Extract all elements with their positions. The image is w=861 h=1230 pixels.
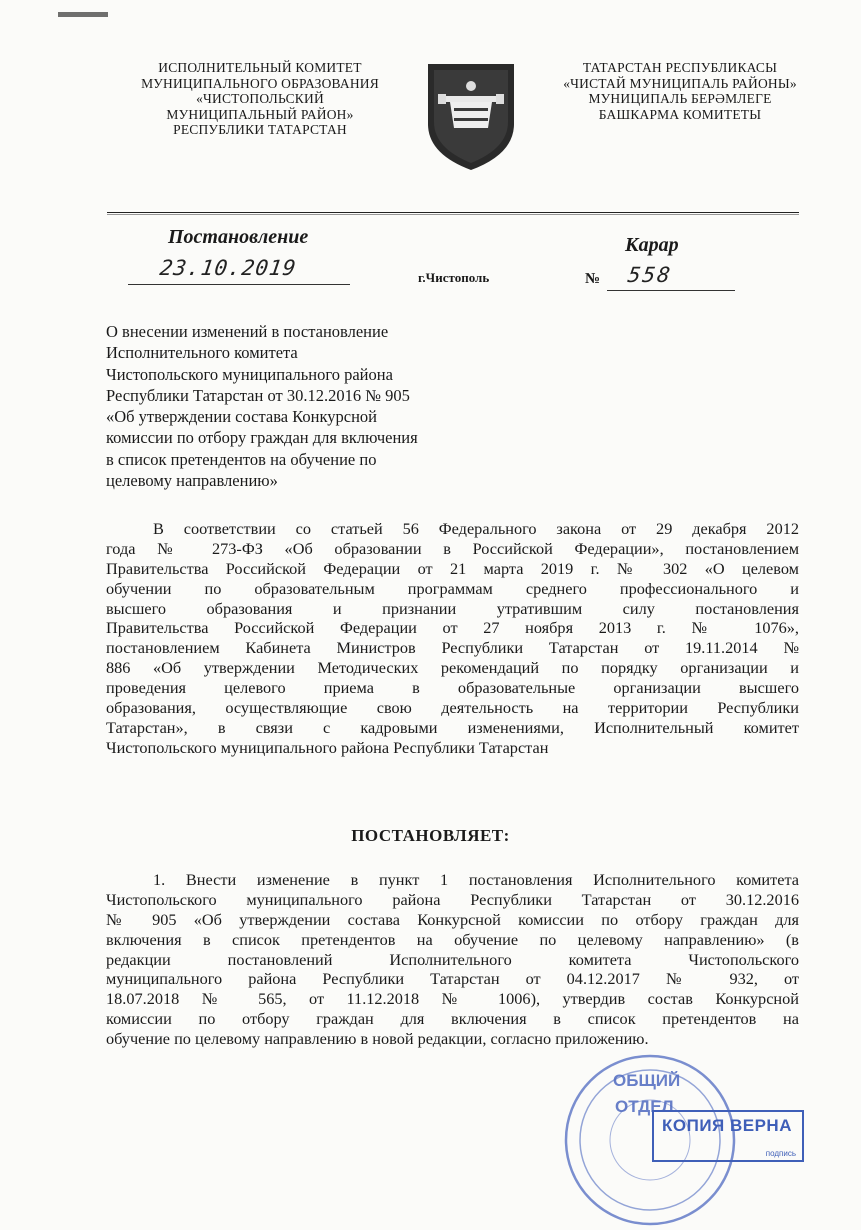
- header-left-line: РЕСПУБЛИКИ ТАТАРСТАН: [173, 122, 347, 137]
- preamble-line: обучении по образовательным программам среднего профессионального и: [106, 578, 799, 598]
- preamble-line: постановлением Кабинета Министров Республики Татарстан от 19.11.2014 №: [106, 638, 799, 658]
- header-right-line: МУНИЦИПАЛЬ БЕРӘМЛЕГЕ: [588, 91, 772, 106]
- header-right-line: БАШКАРМА КОМИТЕТЫ: [598, 106, 762, 122]
- preamble-line: Правительства Российской Федерации от 21 марта 2019 г. № 302 «О целевом: [106, 558, 799, 578]
- copy-certified-text: КОПИЯ ВЕРНА: [662, 1116, 792, 1135]
- preamble-line: 886 «Об утверждении Методических рекомендаций по порядку организации и: [106, 658, 799, 678]
- header-left-line: ИСПОЛНИТЕЛЬНЫЙ КОМИТЕТ: [158, 60, 362, 75]
- stamp-dept-line1: ОБЩИЙ: [613, 1071, 681, 1090]
- subject-line: О внесении изменений в постановление: [106, 322, 389, 341]
- preamble-line: Чистопольского муниципального района Республики Татарстан: [106, 737, 549, 757]
- preamble-line: Правительства Российской Федерации от 27 ноября 2013 г. № 1076»,: [106, 618, 799, 638]
- date-underline: [128, 284, 350, 285]
- signature-caption: подпись: [765, 1149, 796, 1158]
- preamble-line: В соответствии со статьей 56 Федерального закона от 29 декабря 2012: [153, 519, 799, 538]
- item-1-line: редакции постановлений Исполнительного комитета Чистопольского: [106, 949, 799, 969]
- header-left-line: «ЧИСТОПОЛЬСКИЙ: [196, 91, 324, 106]
- subject-line: в список претендентов на обучение по: [106, 449, 377, 469]
- header-right-line: ТАТАРСТАН РЕСПУБЛИКАСЫ: [582, 60, 778, 75]
- subject-line: комиссии по отбору граждан для включения: [106, 428, 418, 448]
- preamble-paragraph: [106, 519, 799, 758]
- preamble-line: образования, осуществляющие свою деятельность на территории Республики: [106, 698, 799, 718]
- copy-certified-stamp: [652, 1110, 804, 1162]
- header-divider-shadow: [107, 214, 799, 215]
- item-1-line: Чистопольского муниципального района Республики Татарстан от 30.12.2016: [106, 889, 799, 909]
- item-1-line: муниципального района Республики Татарстан от 04.12.2017 № 932, от: [106, 969, 799, 989]
- decree-heading: ПОСТАНОВЛЯЕТ:: [351, 826, 510, 845]
- scan-corner-mark: [58, 12, 108, 17]
- doc-title-tatar: Карар: [625, 234, 679, 256]
- subject-line: целевому направлению»: [106, 471, 278, 491]
- subject-line: Республики Татарстан от 30.12.2016 № 905: [106, 385, 410, 405]
- item-1-line: включения в список претендентов на обучение по целевому направлению» (в: [106, 929, 799, 949]
- item-1-line: № 905 «Об утверждении состава Конкурсной комиссии по отбору граждан для: [106, 909, 799, 929]
- doc-subject: [106, 321, 506, 491]
- item-1-line: 1. Внести изменение в пункт 1 постановления Исполнительного комитета: [153, 870, 799, 889]
- preamble-line: года № 273-ФЗ «Об образовании в Российской Федерации», постановлением: [106, 538, 799, 558]
- header-right-line: «ЧИСТАЙ МУНИЦИПАЛЬ РАЙОНЫ»: [563, 75, 797, 91]
- doc-title-russian: Постановление: [168, 226, 309, 248]
- number-sign: №: [585, 271, 601, 287]
- header-divider: [107, 212, 799, 213]
- item-1-line: обучение по целевому направлению в новой редакции, согласно приложению.: [106, 1029, 649, 1049]
- header-right-org: [540, 60, 820, 122]
- header-left-line: МУНИЦИПАЛЬНОГО ОБРАЗОВАНИЯ: [141, 75, 379, 91]
- stamp-dept-line2: ОТДЕЛ: [615, 1097, 674, 1116]
- number-underline: [607, 290, 735, 291]
- preamble-line: Татарстан», в связи с кадровыми изменениями, Исполнительный комитет: [106, 717, 799, 737]
- preamble-line: проведения целевого приема в образовательные организации высшего: [106, 678, 799, 698]
- doc-date-handwritten: 23.10.2019: [158, 256, 299, 280]
- coat-of-arms-emblem: [424, 62, 518, 172]
- header-left-org: [110, 60, 410, 138]
- subject-line: Чистопольского муниципального района: [106, 364, 393, 384]
- doc-number-handwritten: 558: [626, 263, 674, 287]
- header-left-line: МУНИЦИПАЛЬНЫЙ РАЙОН»: [166, 106, 354, 122]
- item-1-line: 18.07.2018 № 565, от 11.12.2018 № 1006), утвердив состав Конкурсной: [106, 989, 799, 1009]
- item-1-line: комиссии по отбору граждан для включения в список претендентов на: [106, 1009, 799, 1029]
- subject-line: Исполнительного комитета: [106, 343, 298, 363]
- item-1-paragraph: [106, 870, 799, 1049]
- doc-city: г.Чистополь: [418, 270, 490, 285]
- subject-line: «Об утверждении состава Конкурсной: [106, 407, 377, 427]
- preamble-line: высшего образования и признании утратившим силу постановления: [106, 598, 799, 618]
